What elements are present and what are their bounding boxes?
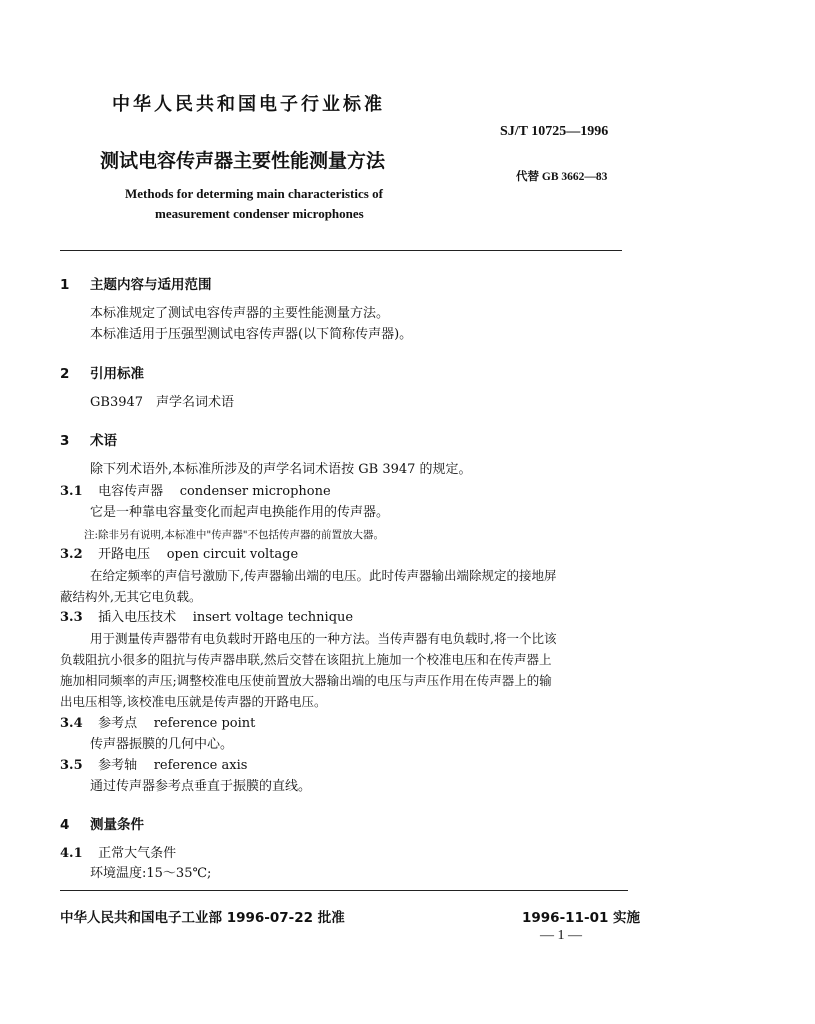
term-number: 3.5 (60, 758, 83, 773)
term-cn: 电容传声器 (98, 484, 164, 499)
footer-divider (60, 890, 628, 891)
section-4-heading (60, 813, 144, 833)
section-title: 引用标准 (90, 366, 144, 382)
replaces-note: 代替 GB 3662—83 (516, 171, 608, 183)
paragraph: 除下列术语外,本标准所涉及的声学名词术语按 GB 3947 的规定。 (90, 462, 472, 477)
term-number: 3.1 (60, 484, 83, 499)
term-3-1 (60, 484, 331, 500)
document-title: 测试电容传声器主要性能测量方法 (100, 150, 386, 172)
english-title-line-1: Methods for determing main characteristics of (125, 186, 383, 201)
paragraph-line: 出电压相等,该校准电压就是传声器的开路电压。 (60, 694, 327, 709)
section-number: 2 (60, 366, 70, 382)
english-title-line-2: measurement condenser microphones (155, 206, 364, 221)
term-cn: 开路电压 (98, 547, 151, 562)
reference-standard: GB3947 声学名词术语 (90, 395, 235, 410)
term-cn: 参考点 (98, 716, 138, 731)
term-en: insert voltage technique (192, 610, 354, 625)
term-number: 3.4 (60, 716, 83, 731)
term-en: reference axis (153, 758, 248, 773)
paragraph: 它是一种靠电容量变化而起声电换能作用的传声器。 (90, 505, 390, 520)
term-3-3 (60, 610, 353, 626)
section-title: 术语 (90, 433, 117, 449)
paragraph: 本标准适用于压强型测试电容传声器(以下简称传声器)。 (90, 327, 413, 342)
header-divider (60, 250, 622, 251)
section-1-heading (60, 273, 212, 293)
term-number: 4.1 (60, 846, 83, 861)
section-2-heading (60, 362, 144, 382)
page-number: — 1 — (540, 928, 582, 943)
section-number: 1 (60, 277, 70, 293)
note: 注:除非另有说明,本标准中"传声器"不包括传声器的前置放大器。 (84, 529, 385, 541)
issuing-body: 中华人民共和国电子行业标准 (112, 94, 385, 115)
term-cn: 插入电压技术 (98, 610, 177, 625)
term-3-2 (60, 547, 298, 563)
paragraph: 环境温度:15～35℃; (90, 866, 212, 881)
section-title: 主题内容与适用范围 (90, 277, 212, 293)
section-title: 测量条件 (90, 817, 144, 833)
paragraph-line: 蔽结构外,无其它电负载。 (60, 589, 202, 604)
term-4-1 (60, 846, 176, 862)
section-number: 3 (60, 433, 70, 449)
section-3-heading (60, 429, 117, 449)
standard-code: SJ/T 10725—1996 (500, 124, 609, 139)
term-en: condenser microphone (179, 484, 331, 499)
paragraph: 本标准规定了测试电容传声器的主要性能测量方法。 (90, 306, 390, 321)
term-en: reference point (153, 716, 256, 731)
term-3-4 (60, 716, 255, 732)
implementation-date: 1996-11-01 实施 (522, 910, 641, 926)
approval-line: 中华人民共和国电子工业部 1996-07-22 批准 (60, 910, 345, 926)
term-en: open circuit voltage (166, 547, 299, 562)
term-number: 3.3 (60, 610, 83, 625)
term-cn: 参考轴 (98, 758, 138, 773)
section-number: 4 (60, 817, 70, 833)
paragraph-line: 用于测量传声器带有电负载时开路电压的一种方法。当传声器有电负载时,将一个比该 (90, 631, 557, 646)
term-cn: 正常大气条件 (98, 846, 177, 861)
paragraph-line: 负载阻抗小很多的阻抗与传声器串联,然后交替在该阻抗上施加一个校准电压和在传声器上 (60, 652, 552, 667)
paragraph: 通过传声器参考点垂直于振膜的直线。 (90, 779, 312, 794)
paragraph-line: 施加相同频率的声压;调整校准电压使前置放大器输出端的电压与声压作用在传声器上的输 (60, 673, 552, 688)
term-3-5 (60, 758, 247, 774)
paragraph: 传声器振膜的几何中心。 (90, 737, 234, 752)
term-number: 3.2 (60, 547, 83, 562)
paragraph-line: 在给定频率的声信号激励下,传声器输出端的电压。此时传声器输出端除规定的接地屏 (90, 568, 557, 583)
